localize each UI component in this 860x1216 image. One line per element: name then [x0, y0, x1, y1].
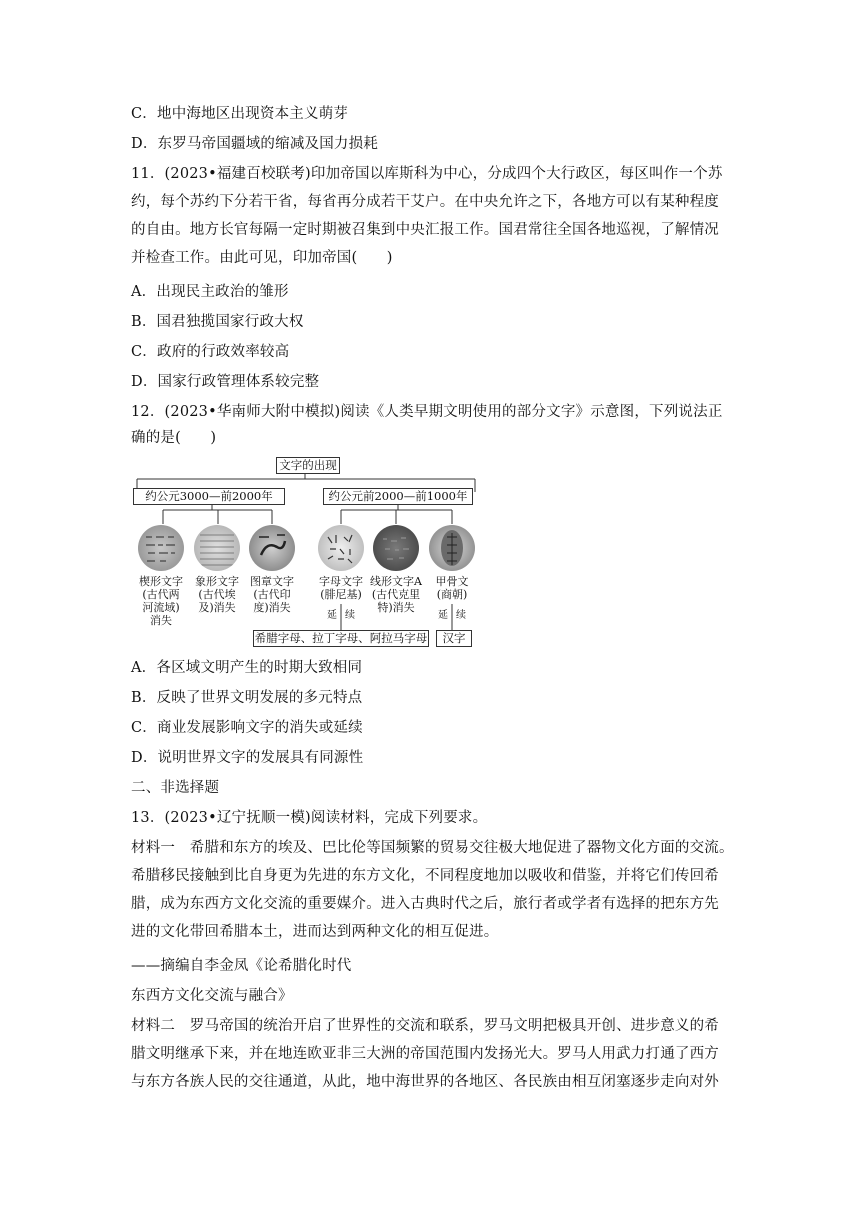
material-1-line: 进的文化带回希腊本土，进而达到两种文化的相互促进。 [131, 924, 499, 940]
result-right-box: 汉字 [436, 630, 472, 647]
continue-label-left-2: 续 [345, 610, 355, 621]
caption-cuneiform: 楔形文字 (古代两 河流域) 消失 [139, 575, 183, 627]
period-right-box: 约公元前2000—前1000年 [323, 488, 473, 505]
option-b: B．反映了世界文明发展的多元特点 [131, 690, 363, 706]
caption-hieroglyph: 象形文字 (古代埃 及)消失 [195, 575, 239, 614]
option-a: A．各区域文明产生的时期大致相同 [131, 660, 363, 676]
material-2-line: 与东方各族人民的交往通道，从此，地中海世界的各地区、各民族由相互闭塞逐步走向对外 [131, 1074, 719, 1090]
caption-seal-script: 图章文字 (古代印 度)消失 [250, 575, 294, 614]
option-a: A．出现民主政治的雏形 [131, 284, 289, 300]
seal-script-image [249, 525, 295, 571]
section-heading: 二、非选择题 [131, 780, 220, 796]
source-citation-line: 东西方文化交流与融合》 [131, 988, 293, 1004]
question-11-stem-line: 的自由。地方长官每隔一定时期被召集到中央汇报工作。国君常往全国各地巡视，了解情况 [131, 222, 719, 238]
linear-a-image [373, 525, 419, 571]
option-d: D．国家行政管理体系较完整 [131, 374, 320, 390]
question-12-stem-line: 确的是( ) [131, 430, 217, 446]
question-11-stem-line: 约，每个苏约下分若干省，每省再分成若干艾户。在中央允许之下，各地方可以有某种程度 [131, 194, 719, 210]
oracle-bone-image [429, 525, 475, 571]
material-1-line: 材料一 希腊和东方的埃及、巴比伦等国频繁的贸易交往极大地促进了器物文化方面的交流。 [131, 840, 734, 856]
material-1-line: 腊，成为东西方文化交流的重要媒介。进入古典时代之后，旅行者或学者有选择的把东方先 [131, 896, 719, 912]
source-citation: ——摘编自李金凤《论希腊化时代 [131, 958, 352, 974]
phoenician-image [318, 525, 364, 571]
option-d-prev: D．东罗马帝国疆域的缩减及国力损耗 [131, 136, 379, 152]
result-left-box: 希腊字母、拉丁字母、阿拉马字母 [254, 631, 428, 645]
caption-phoenician: 字母文字 (腓尼基) [319, 575, 363, 601]
material-2-line: 材料二 罗马帝国的统治开启了世界性的交流和联系，罗马文明把极具开创、进步意义的希 [131, 1018, 719, 1034]
question-12-stem: 12．(2023•华南师大附中模拟)阅读《人类早期文明使用的部分文字》示意图，下列说法正 [131, 404, 723, 420]
option-c: C．商业发展影响文字的消失或延续 [131, 720, 363, 736]
question-11-stem: 11．(2023•福建百校联考)印加帝国以库斯科为中心，分成四个大行政区，每区叫作一个苏 [131, 166, 723, 182]
option-b: B．国君独揽国家行政大权 [131, 314, 304, 330]
option-c: C．政府的行政效率较高 [131, 344, 290, 360]
option-c-prev: C．地中海地区出现资本主义萌芽 [131, 106, 349, 122]
material-1-line: 希腊移民接触到比自身更为先进的东方文化，不同程度地加以吸收和借鉴，并将它们传回希 [131, 868, 719, 884]
writing-diagram [130, 452, 480, 648]
continue-label-left-1: 延 [327, 610, 337, 621]
period-left-box: 约公元3000—前2000年 [133, 488, 285, 505]
cuneiform-image [138, 525, 184, 571]
diagram-top-box: 文字的出现 [276, 457, 340, 474]
hieroglyph-image [194, 525, 240, 571]
caption-oracle-bone: 甲骨文 (商朝) [435, 575, 469, 601]
option-d: D．说明世界文字的发展具有同源性 [131, 750, 364, 766]
question-13-stem: 13．(2023•辽宁抚顺一模)阅读材料，完成下列要求。 [131, 810, 488, 826]
question-11-stem-line: 并检查工作。由此可见，印加帝国( ) [131, 250, 393, 266]
caption-linear-a: 线形文字A (古代克里 特)消失 [370, 575, 422, 614]
continue-label-right-1: 延 [438, 610, 448, 621]
material-2-line: 腊文明继承下来，并在地连欧亚非三大洲的帝国范围内发扬光大。罗马人用武力打通了西方 [131, 1046, 719, 1062]
continue-label-right-2: 续 [456, 610, 466, 621]
